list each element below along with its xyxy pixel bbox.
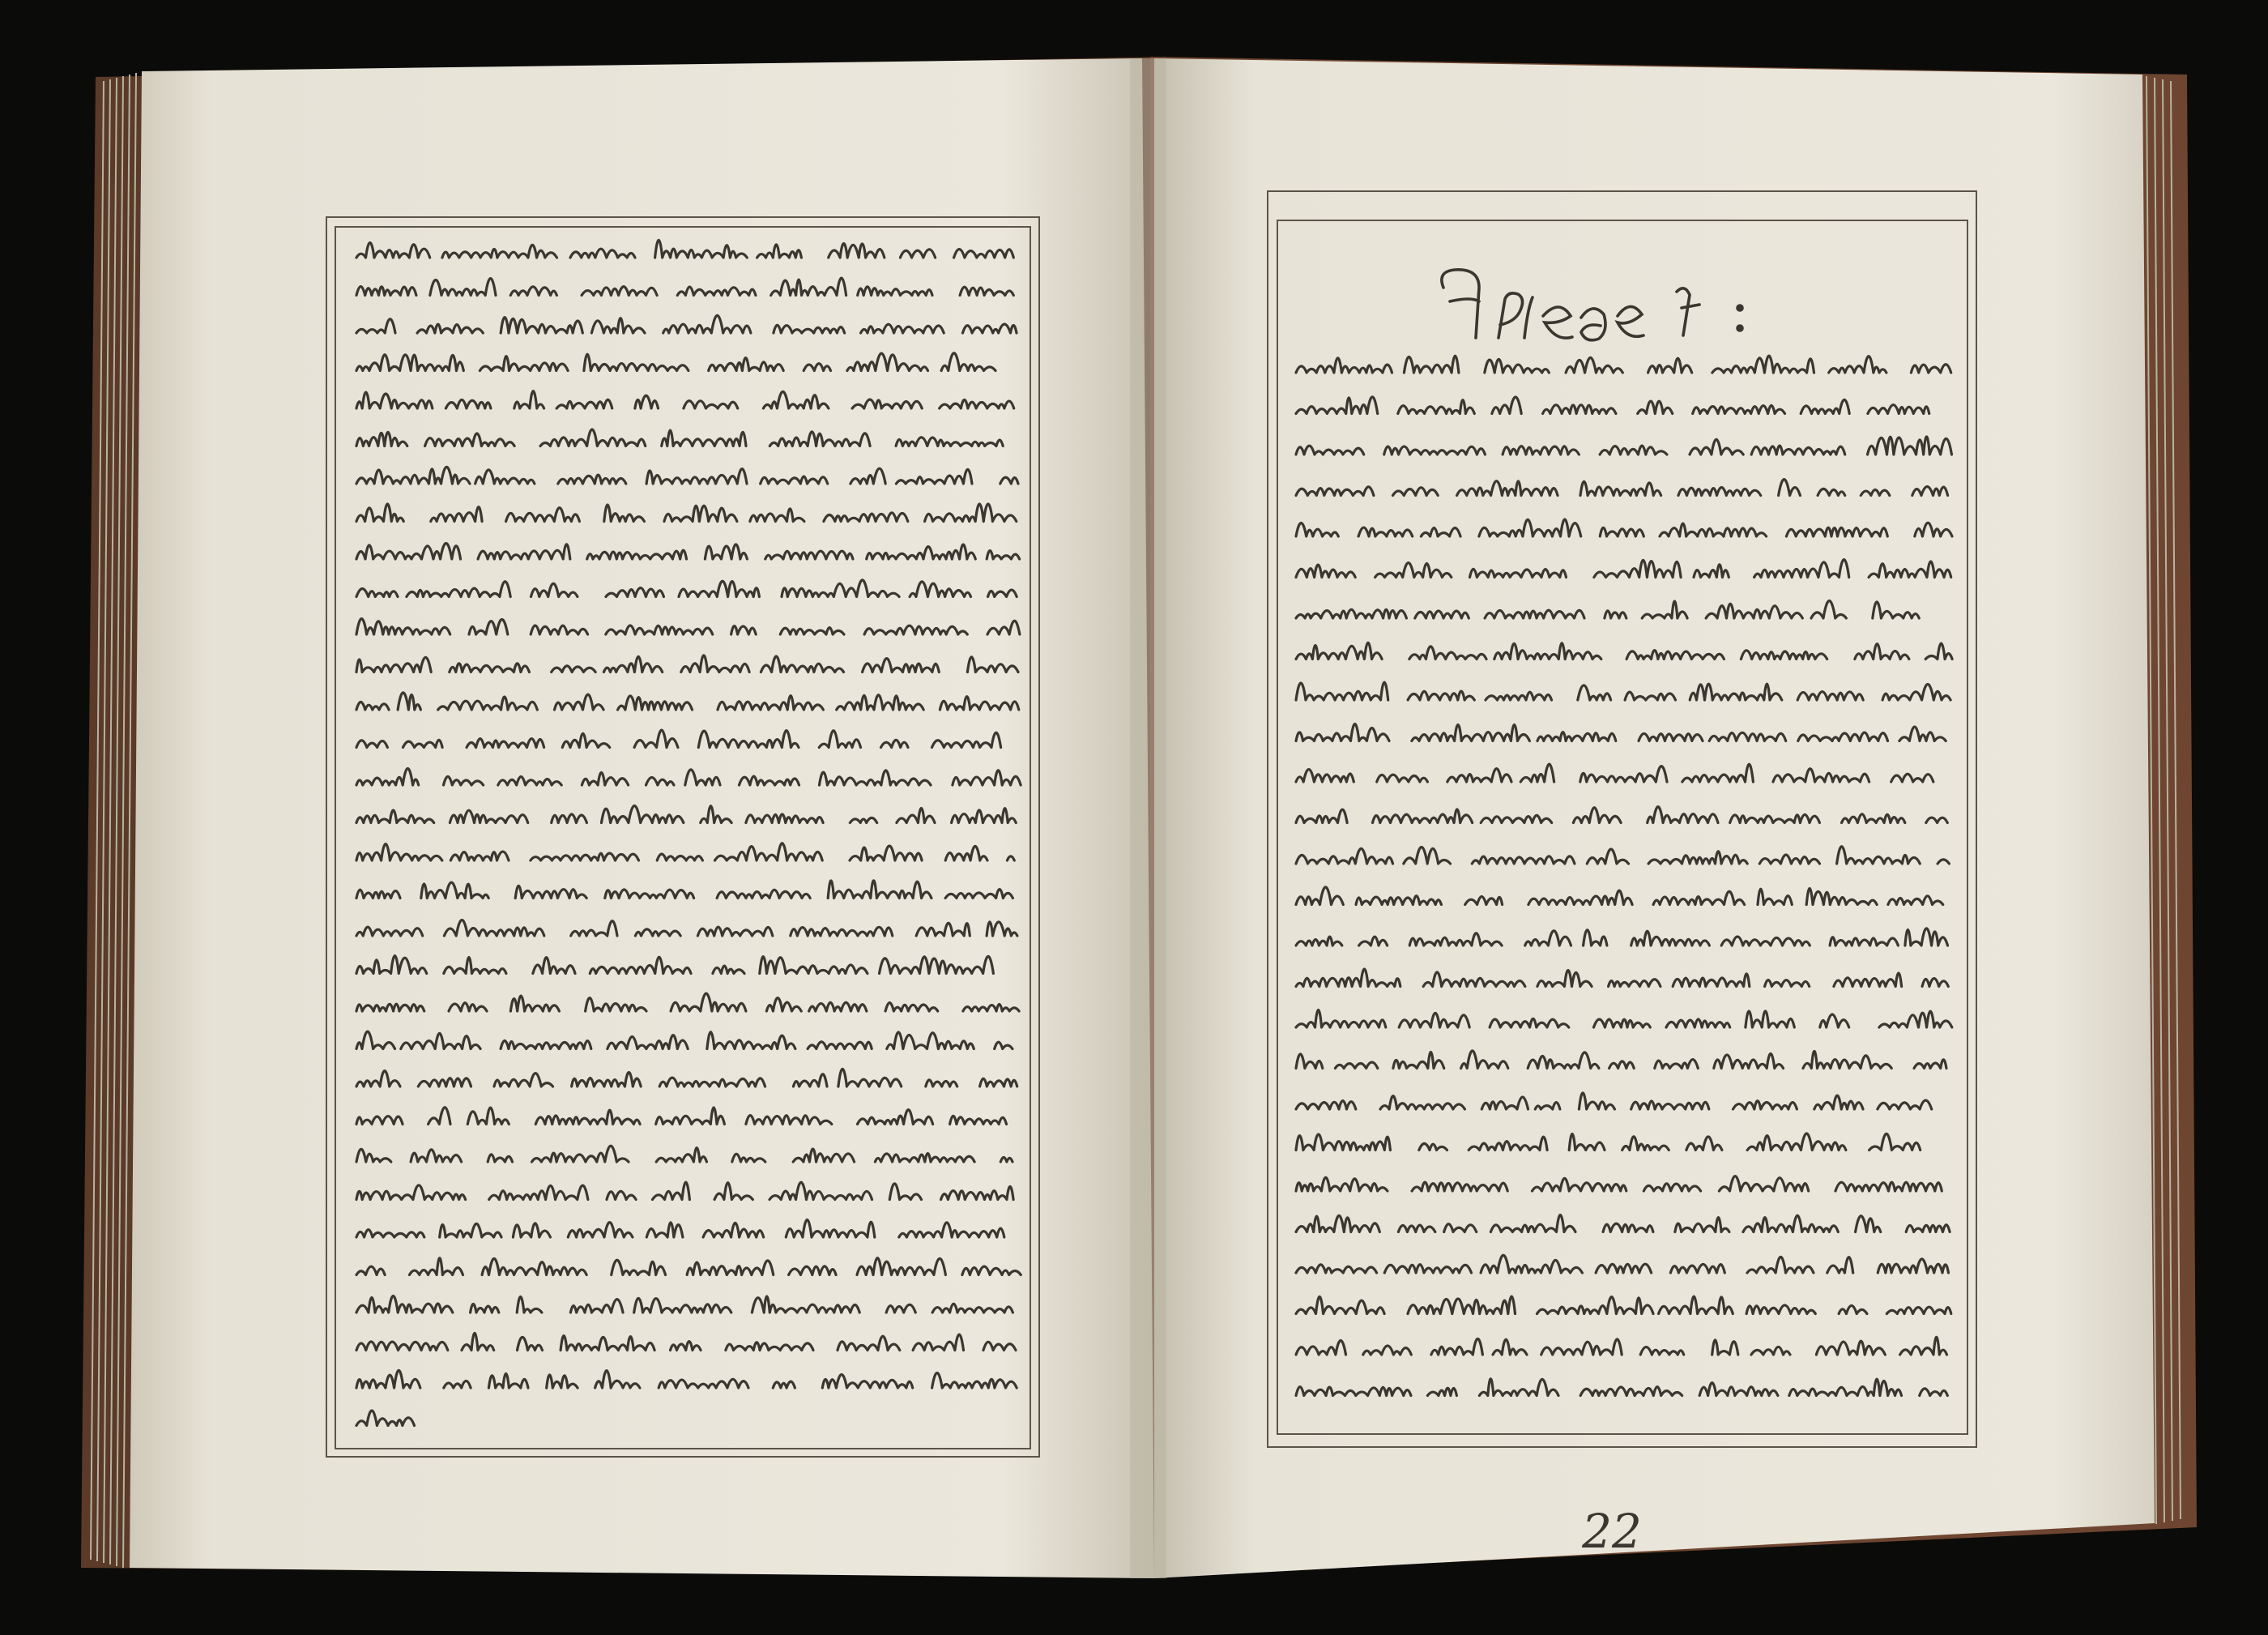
gutter-shadow [1130, 58, 1166, 1578]
folio-number: 22 [1582, 1504, 1642, 1559]
